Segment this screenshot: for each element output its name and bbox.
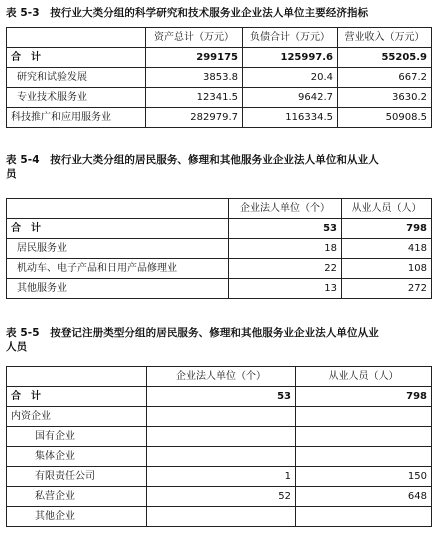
table-row-total [7,48,432,68]
row-label: 国有企业 [7,427,147,447]
header-cell-liabilities: 负债合计（万元） [243,28,338,48]
table-row [7,507,432,527]
cell-value: 1 [147,467,296,487]
cell-value: 272 [342,279,432,299]
cell-value: 116334.5 [243,108,338,128]
cell-value: 50908.5 [338,108,432,128]
row-label: 私营企业 [7,487,147,507]
cell-value: 20.4 [243,68,338,88]
table-header-row [7,28,432,48]
cell-value [147,507,296,527]
header-cell-revenue: 营业收入（万元） [338,28,432,48]
cell-value: 108 [342,259,432,279]
caption-line: 表 5-4 按行业大类分组的居民服务、修理和其他服务业企业法人单位和从业人 [6,154,379,166]
table-row [7,108,432,128]
cell-value [147,407,296,427]
table-row [7,447,432,467]
header-cell-empty [7,199,229,219]
cell-value: 55205.9 [338,48,432,68]
table-row [7,88,432,108]
table-5-3-caption: 表 5-3 按行业大类分组的科学研究和技术服务业企业法人单位主要经济指标 [6,7,369,19]
table-5-3 [6,27,432,128]
cell-value [296,427,432,447]
row-label: 合 计 [7,387,147,407]
caption-line: 员 [6,168,17,180]
cell-value: 798 [296,387,432,407]
table-row [7,239,432,259]
table-row [7,279,432,299]
cell-value: 3630.2 [338,88,432,108]
cell-value: 667.2 [338,68,432,88]
row-label: 科技推广和应用服务业 [7,108,146,128]
cell-value [296,407,432,427]
cell-value: 125997.6 [243,48,338,68]
header-cell-empty [7,28,146,48]
row-label: 居民服务业 [7,239,229,259]
cell-value: 53 [229,219,342,239]
table-row [7,467,432,487]
cell-value: 13 [229,279,342,299]
table-header-row [7,199,432,219]
table-header-row [7,367,432,387]
cell-value: 3853.8 [146,68,243,88]
row-label: 集体企业 [7,447,147,467]
row-label: 合 计 [7,219,229,239]
table-row [7,68,432,88]
header-cell-employees: 从业人员（人） [296,367,432,387]
cell-value [296,447,432,467]
cell-value: 282979.7 [146,108,243,128]
cell-value: 22 [229,259,342,279]
table-row [7,259,432,279]
header-cell-units: 企业法人单位（个） [229,199,342,219]
table-row [7,407,432,427]
header-cell-units: 企业法人单位（个） [147,367,296,387]
cell-value [147,447,296,467]
cell-value: 648 [296,487,432,507]
header-cell-empty [7,367,147,387]
cell-value: 418 [342,239,432,259]
cell-value: 9642.7 [243,88,338,108]
table-5-5 [6,366,432,527]
header-cell-employees: 从业人员（人） [342,199,432,219]
table-row [7,427,432,447]
row-label: 内资企业 [7,407,147,427]
table-5-4 [6,198,432,299]
caption-line: 表 5-5 按登记注册类型分组的居民服务、修理和其他服务业企业法人单位从业 [6,327,379,339]
cell-value [296,507,432,527]
cell-value: 12341.5 [146,88,243,108]
cell-value [147,427,296,447]
row-label: 合 计 [7,48,146,68]
row-label: 机动车、电子产品和日用产品修理业 [7,259,229,279]
row-label: 研究和试验发展 [7,68,146,88]
header-cell-assets: 资产总计（万元） [146,28,243,48]
cell-value: 150 [296,467,432,487]
cell-value: 18 [229,239,342,259]
caption-line: 人员 [6,341,28,353]
row-label: 其他服务业 [7,279,229,299]
table-row-total [7,387,432,407]
table-row-total [7,219,432,239]
cell-value: 299175 [146,48,243,68]
row-label: 有限责任公司 [7,467,147,487]
table-5-5-caption [6,326,379,354]
table-5-4-caption [6,153,379,181]
cell-value: 798 [342,219,432,239]
cell-value: 53 [147,387,296,407]
table-row [7,487,432,507]
row-label: 其他企业 [7,507,147,527]
row-label: 专业技术服务业 [7,88,146,108]
cell-value: 52 [147,487,296,507]
